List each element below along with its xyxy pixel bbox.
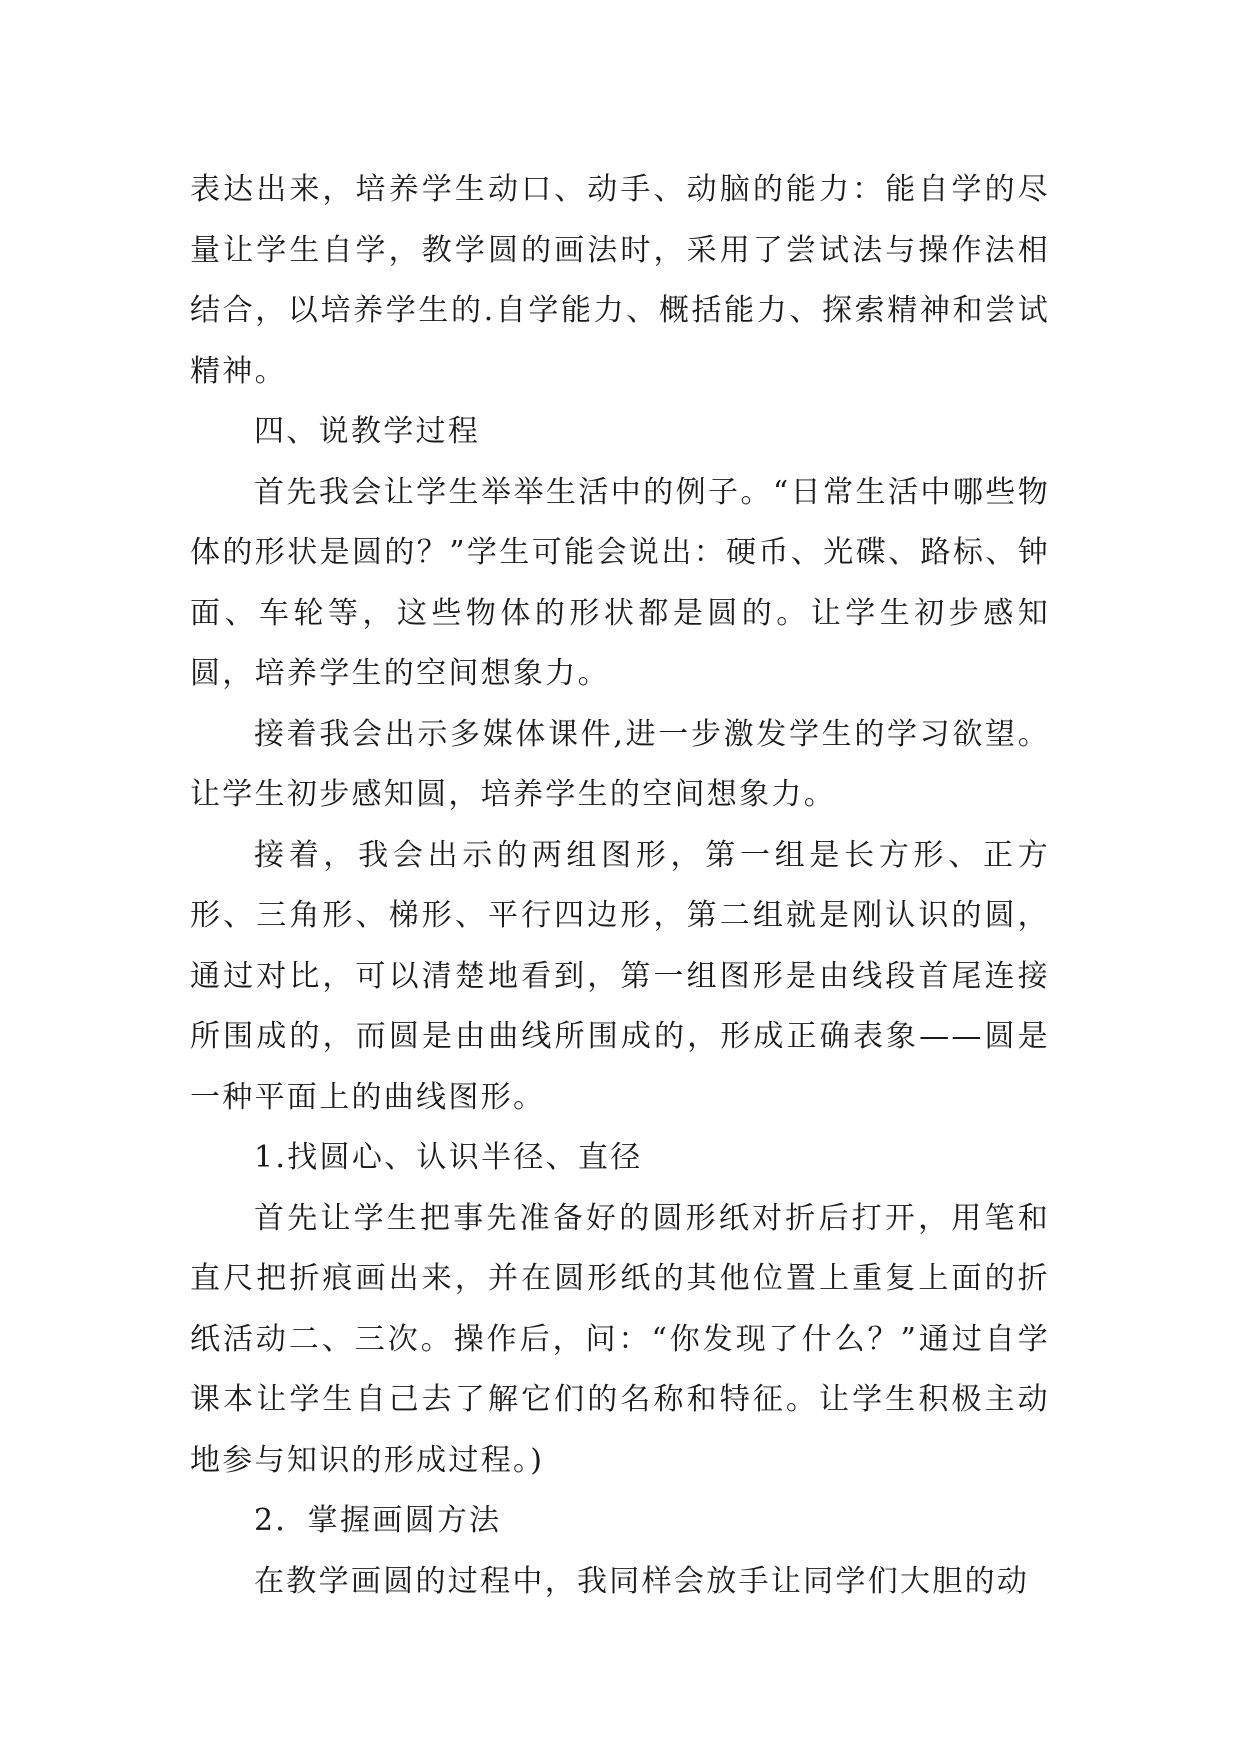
paragraph-drawing-process: 在教学画圆的过程中，我同样会放手让同学们大胆的动	[254, 1563, 1030, 1599]
paragraph-life-examples: 首先我会让学生举举生活中的例子。“日常生活中哪些物体的形状是圆的？”学生可能会说出：硬币、光碟、路标、钟面、车轮等，这些物体的形状都是圆的。让学生初步感知圆，培养学生的空间想象力。	[190, 474, 1050, 691]
section-heading-teaching-process: 四、说教学过程	[254, 414, 481, 449]
paragraph-folding-activity: 首先让学生把事先准备好的圆形纸对折后打开，用笔和直尺把折痕画出来，并在圆形纸的其他位置上重复上面的折纸活动二、三次。操作后，问：“你发现了什么？”通过自学课本让学生自己去了解它们的名称和特征。让学生积极主动地参与知识的形成过程。)	[190, 1200, 1050, 1478]
paragraph-shape-comparison: 接着，我会出示的两组图形，第一组是长方形、正方形、三角形、梯形、平行四边形，第二组就是刚认识的圆，通过对比，可以清楚地看到，第一组图形是由线段首尾连接所围成的，而圆是由曲线所围成的，形成正确表象——圆是一种平面上的曲线图形。	[190, 837, 1050, 1115]
subheading-drawing-circles: 2．掌握画圆方法	[254, 1503, 502, 1538]
document-body	[190, 160, 1050, 1612]
subheading-find-center: 1.找圆心、认识半径、直径	[254, 1140, 643, 1175]
paragraph-multimedia: 接着我会出示多媒体课件,进一步激发学生的学习欲望。让学生初步感知圆，培养学生的空间想象力。	[190, 716, 1050, 812]
paragraph-abilities: 表达出来，培养学生动口、动手、动脑的能力：能自学的尽量让学生自学，教学圆的画法时，采用了尝试法与操作法相结合，以培养学生的.自学能力、概括能力、探索精神和尝试精神。	[190, 172, 1050, 389]
